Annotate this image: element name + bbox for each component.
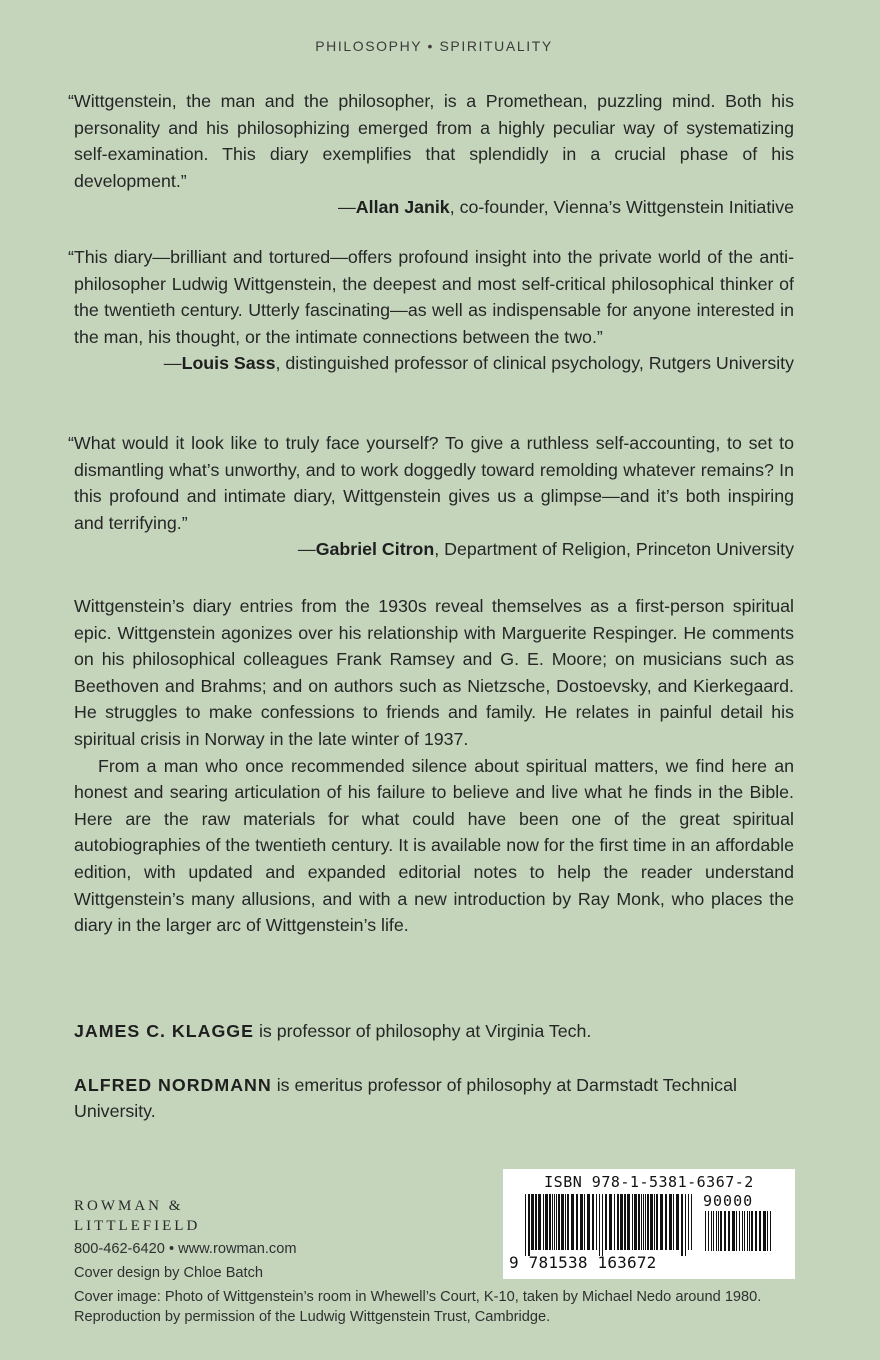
barcode-bar — [654, 1194, 655, 1250]
barcode-bar — [647, 1194, 649, 1250]
barcode-bar — [549, 1194, 551, 1250]
barcode-bar — [742, 1211, 743, 1251]
barcode-bar — [645, 1194, 646, 1250]
author-name: JAMES C. KLAGGE — [74, 1021, 254, 1041]
barcode-bar — [627, 1194, 630, 1250]
barcode-bar — [617, 1194, 619, 1250]
barcode-bar — [656, 1194, 658, 1250]
quote-text: “This diary—brilliant and tortured—offers profound insight into the private world of the anti-philosopher Ludwig Wittgenstein, the deepest and most self-critical philosophical thinker of the twentieth century. Utterly fascinating—as well as indispensable for anyone interested in the man, his thought, or the intimate connections between the two.” — [68, 247, 794, 347]
barcode-bar — [545, 1194, 548, 1250]
barcode-bar — [624, 1194, 626, 1250]
barcode-bar — [728, 1211, 730, 1251]
barcode-bar — [732, 1211, 735, 1251]
barcode-bar — [747, 1211, 748, 1251]
barcode-bar — [599, 1194, 600, 1256]
barcode-bar — [596, 1194, 597, 1250]
barcode-bar — [716, 1211, 717, 1251]
barcode-bar — [565, 1194, 566, 1250]
publisher-contact: 800-462-6420 • www.rowman.com — [74, 1241, 297, 1257]
barcode-bar — [543, 1194, 544, 1250]
barcode-bar — [641, 1194, 642, 1250]
quote-author-name: Allan Janik — [355, 197, 450, 217]
ean-barcode-bars — [525, 1194, 695, 1256]
barcode-bar — [580, 1194, 583, 1250]
barcode-bar — [713, 1211, 714, 1251]
barcode-bar — [708, 1211, 709, 1251]
barcode-bar — [691, 1194, 692, 1250]
description-paragraph-2: From a man who once recommended silence about spiritual matters, we find here an honest and searing articulation of his failure to believe and live what he finds in the Bible. Here are the raw materials for what could have been one of the great spiritual autobiographies of the twentieth century. It is available now for the first time in an affordable edition, with updated and expanded editorial notes to help the reader understand Wittgenstein’s many allusions, and with a new introduction by Ray Monk, who places the diary in the larger arc of Wittgenstein’s life. — [74, 755, 794, 936]
author-name: ALFRED NORDMANN — [74, 1075, 272, 1095]
category-label: PHILOSOPHY • SPIRITUALITY — [315, 38, 553, 54]
barcode-bar — [665, 1194, 667, 1250]
endorsement-quote-1 — [68, 88, 794, 221]
barcode-bar — [669, 1194, 672, 1250]
barcode-bar — [614, 1194, 615, 1250]
barcode-bar — [609, 1194, 612, 1250]
quote-author-name: Gabriel Citron — [315, 539, 435, 559]
barcode-bar — [650, 1194, 653, 1250]
author-bio-nordmann: ALFRED NORDMANN is emeritus professor of philosophy at Darmstadt Technical University. — [74, 1075, 737, 1121]
barcode-bar — [749, 1211, 750, 1251]
barcode-bar — [739, 1211, 740, 1251]
barcode-bar — [538, 1194, 541, 1250]
barcode-bar — [688, 1194, 689, 1250]
barcode-bar — [755, 1211, 757, 1251]
barcode-bar — [525, 1194, 526, 1256]
barcode-bar — [673, 1194, 674, 1250]
barcode-bar — [552, 1194, 553, 1250]
barcode-bar — [751, 1211, 753, 1251]
description-paragraph-1: Wittgenstein’s diary entries from the 1930s reveal themselves as a first-person spiritual epic. Wittgenstein agonizes over his relationship with Marguerite Respinger. He comments on his philosophical colleagues Frank Ramsey and G. E. Moore; on musicians such as Beethoven and Brahms; and on authors such as Nietzsche, Dostoevsky, and Kierkegaard. He struggles to make confessions to friends and family. He relates in painful detail his spiritual crisis in Norway in the late winter of 1937. — [74, 596, 794, 749]
barcode-bar — [535, 1194, 537, 1250]
quote-attribution: —Gabriel Citron, Department of Religion, Princeton University — [297, 539, 794, 559]
cover-image-credit: Cover image: Photo of Wittgenstein’s room in Whewell’s Court, K-10, taken by Michael Nedo around 1980. Reproduction by permission of the Ludwig Wittgenstein Trust, Cambridge. — [74, 1289, 762, 1325]
cover-design-credit: Cover design by Chloe Batch — [74, 1265, 264, 1281]
barcode-bar — [718, 1211, 719, 1251]
ean-digits: 9 781538 163672 — [509, 1253, 657, 1272]
barcode-bar — [724, 1211, 726, 1251]
author-bio-klagge: JAMES C. KLAGGE is professor of philosophy at Virginia Tech. — [74, 1021, 592, 1041]
barcode-bar — [634, 1194, 637, 1250]
barcode-bar — [561, 1194, 564, 1250]
barcode-bar — [605, 1194, 607, 1250]
barcode-bar — [767, 1211, 768, 1251]
barcode-bar — [643, 1194, 644, 1250]
barcode-bar — [602, 1194, 603, 1256]
barcode-bar — [567, 1194, 569, 1250]
barcode-bar — [587, 1194, 590, 1250]
barcode-bar — [705, 1211, 706, 1251]
isbn-barcode — [503, 1169, 795, 1279]
barcode-bar — [571, 1194, 574, 1250]
barcode-bar — [676, 1194, 679, 1250]
endorsement-quote-3 — [68, 430, 794, 563]
barcode-bar — [584, 1194, 585, 1250]
quote-attribution: —Allan Janik, co-founder, Vienna’s Wittgenstein Initiative — [338, 197, 794, 217]
quote-author-name: Louis Sass — [181, 353, 276, 373]
book-description — [74, 593, 794, 939]
barcode-bar — [685, 1194, 686, 1256]
barcode-bar — [632, 1194, 633, 1250]
barcode-bar — [711, 1211, 712, 1251]
barcode-bar — [531, 1194, 534, 1250]
price-code: 90000 — [703, 1192, 754, 1210]
barcode-bar — [528, 1194, 530, 1256]
barcode-bar — [576, 1194, 578, 1250]
barcode-bar — [556, 1194, 557, 1250]
barcode-bar — [736, 1211, 737, 1251]
barcode-bar — [554, 1194, 555, 1250]
barcode-bar — [770, 1211, 771, 1251]
barcode-bar — [620, 1194, 623, 1250]
quote-attribution: —Louis Sass, distinguished professor of clinical psychology, Rutgers University — [163, 353, 794, 373]
barcode-bar — [744, 1211, 745, 1251]
barcode-bar — [759, 1211, 761, 1251]
addon-barcode-bars — [705, 1211, 775, 1261]
barcode-bar — [763, 1211, 766, 1251]
barcode-bar — [681, 1194, 683, 1256]
barcode-bar — [720, 1211, 722, 1251]
publisher-logo: ROWMAN & LITTLEFIELD — [74, 1198, 201, 1234]
barcode-bar — [660, 1194, 663, 1250]
barcode-bar — [558, 1194, 560, 1250]
barcode-bar — [592, 1194, 594, 1250]
quote-text: “What would it look like to truly face yourself? To give a ruthless self-accounting, to set to dismantling what’s unworthy, and to work doggedly toward remolding whatever remains? In this profound and intimate diary, Wittgenstein gives us a glimpse—and it’s both inspiring and terrifying.” — [68, 433, 794, 533]
barcode-bar — [638, 1194, 640, 1250]
isbn-label: ISBN 978-1-5381-6367-2 — [544, 1173, 754, 1191]
quote-text: “Wittgenstein, the man and the philosopher, is a Promethean, puzzling mind. Both his personality and his philosophizing emerged from a highly peculiar way of systematizing self-examination. This diary exemplifies that splendidly in a crucial phase of his development.” — [68, 91, 794, 191]
endorsement-quote-2 — [68, 244, 794, 377]
